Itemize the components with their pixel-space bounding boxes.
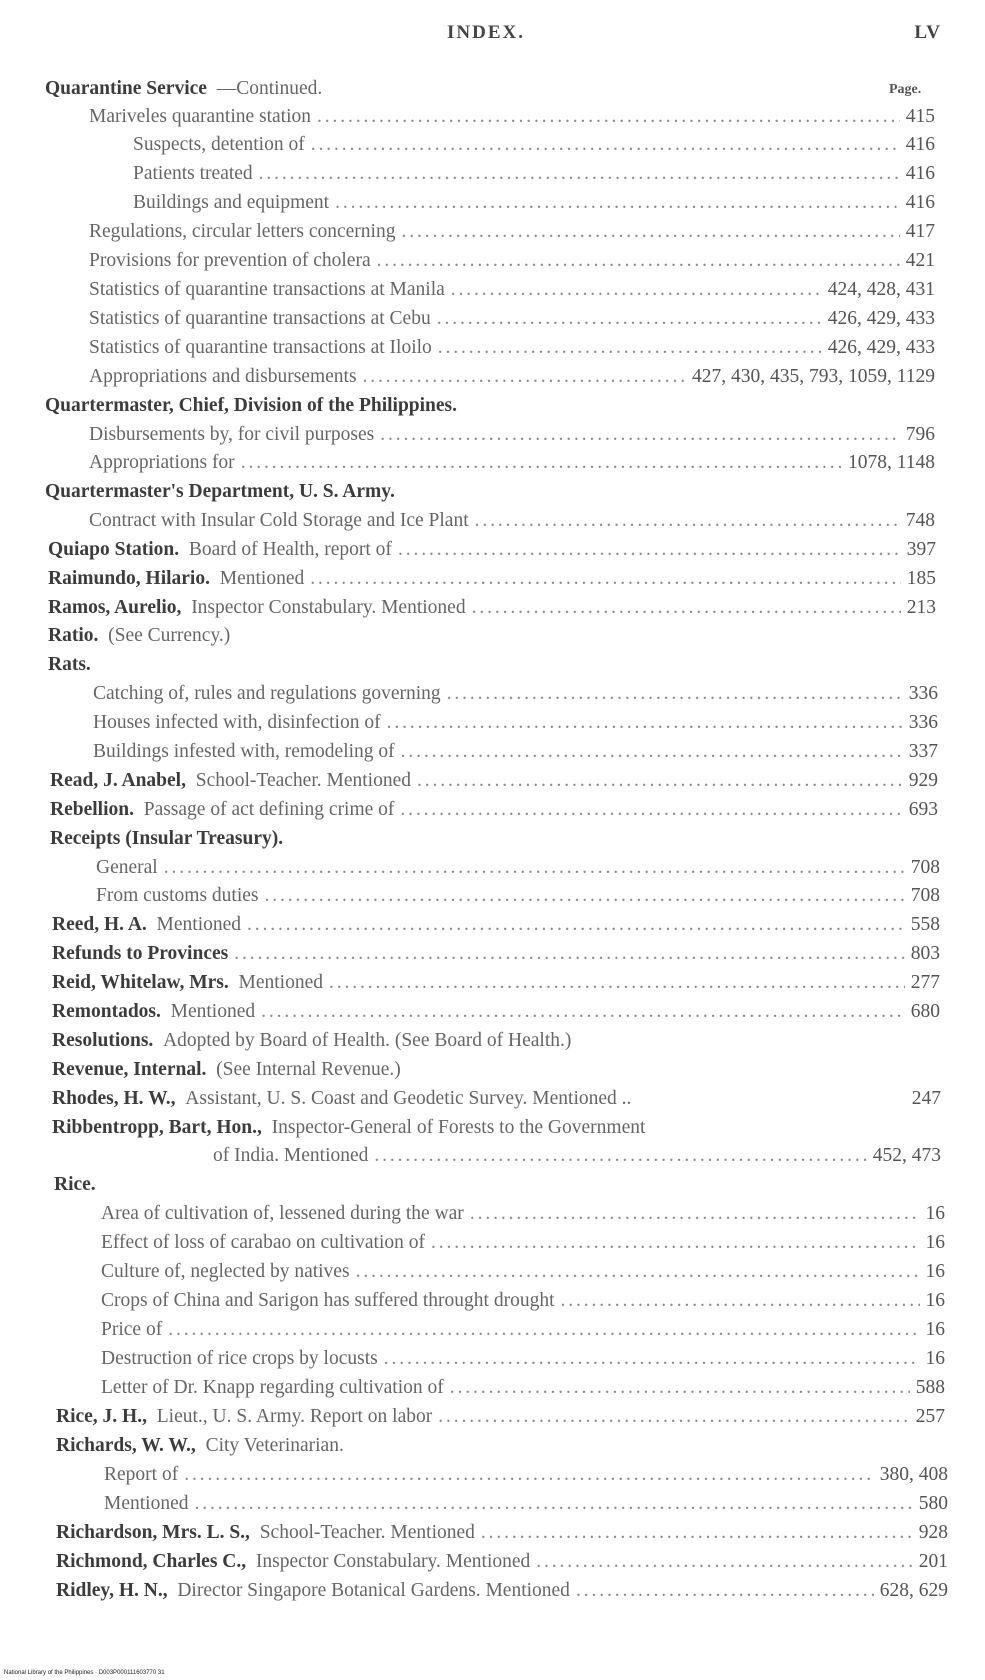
entry-text: (See Currency.): [98, 625, 231, 646]
entry-text: Crops of China and Sarigon has suffered throught drought: [101, 1290, 555, 1311]
dot-leader: [259, 160, 900, 188]
entry-text: Statistics of quarantine transactions at Iloilo: [89, 337, 432, 358]
entry-page-number: 708: [910, 857, 940, 878]
entry-text: Mentioned: [228, 972, 323, 993]
entry-heading: Quarantine Service: [45, 78, 207, 99]
index-entry: [213, 1142, 941, 1170]
entry-heading: Refunds to Provinces: [52, 943, 229, 964]
dot-leader: [380, 421, 900, 449]
entry-page-number: 380, 408: [879, 1464, 948, 1485]
index-entry: [101, 1200, 945, 1228]
entry-heading: Quartermaster's Department, U. S. Army.: [45, 481, 395, 502]
entry-page-number: 796: [905, 424, 935, 445]
index-entry: [52, 998, 940, 1026]
page-numeral: LV: [914, 22, 941, 43]
entry-page-number: 588: [915, 1377, 945, 1398]
entry-page-number: 417: [905, 221, 935, 242]
dot-leader: [384, 1345, 920, 1373]
entry-text: Report of: [104, 1464, 179, 1485]
index-entry: [133, 189, 935, 217]
entry-page-number: 213: [906, 597, 936, 618]
entry-text: Disbursements by, for civil purposes: [89, 424, 375, 445]
dot-leader: [317, 103, 900, 131]
entry-heading: Richards, W. W.,: [56, 1435, 196, 1456]
entry-text: General: [96, 857, 158, 878]
index-entry: [89, 449, 935, 477]
entry-heading: Resolutions.: [52, 1030, 154, 1051]
dot-leader: [475, 507, 900, 535]
index-entry: [93, 709, 938, 737]
entry-heading: Quiapo Station.: [48, 539, 180, 560]
entry-page-number: 336: [908, 712, 938, 733]
entry-page-number: 336: [908, 683, 938, 704]
dot-leader: [234, 940, 905, 968]
dot-leader: [400, 796, 902, 824]
index-entry: [133, 131, 935, 159]
index-entry: [50, 796, 938, 824]
entry-text: Regulations, circular letters concerning: [89, 221, 396, 242]
index-entry: [104, 1461, 948, 1489]
dot-leader: [356, 1258, 920, 1286]
entry-page-number: 415: [905, 106, 935, 127]
entry-text: Director Singapore Botanical Gardens. Mentioned: [167, 1580, 570, 1601]
entry-page-number: 426, 429, 433: [827, 308, 935, 329]
dot-leader: [472, 594, 901, 622]
dot-leader: [437, 305, 822, 333]
dot-leader: [417, 767, 903, 795]
entry-text: Board of Health, report of: [179, 539, 392, 560]
index-entry: [89, 103, 935, 131]
index-entry: [48, 651, 936, 679]
entry-page-number: 397: [906, 539, 936, 560]
entry-text: Inspector Constabulary. Mentioned: [246, 1551, 531, 1572]
entry-text: Culture of, neglected by natives: [101, 1261, 350, 1282]
dot-leader: [481, 1519, 913, 1547]
dot-leader: [335, 189, 900, 217]
dot-leader: [387, 709, 903, 737]
index-entry: [56, 1519, 948, 1547]
entry-text: Buildings infested with, remodeling of: [93, 741, 395, 762]
entry-page-number: 416: [905, 163, 935, 184]
index-entry: [89, 421, 935, 449]
entry-page-number: 16: [925, 1203, 945, 1224]
entry-text: Assistant, U. S. Coast and Geodetic Survey. Mentioned ..: [175, 1088, 632, 1109]
index-entry: [101, 1345, 945, 1373]
entry-text: Destruction of rice crops by locusts: [101, 1348, 378, 1369]
page-title: INDEX.: [447, 22, 525, 43]
entry-text: Mentioned: [104, 1493, 189, 1514]
dot-leader: [363, 363, 686, 391]
entry-heading: Rhodes, H. W.,: [52, 1088, 176, 1109]
entry-text: Appropriations and disbursements: [89, 366, 357, 387]
index-entry: [52, 969, 940, 997]
index-entry: [48, 536, 936, 564]
index-entry: [54, 1171, 945, 1199]
entry-page-number: 257: [915, 1406, 945, 1427]
entry-page-number: 680: [910, 1001, 940, 1022]
index-entry: [101, 1229, 945, 1257]
entry-text: Buildings and equipment: [133, 192, 330, 213]
index-entry: [104, 1490, 948, 1518]
index-entry: [101, 1258, 945, 1286]
index-entry: [89, 247, 935, 275]
dot-leader: [311, 131, 900, 159]
entry-heading: Rebellion.: [50, 799, 134, 820]
dot-leader: [241, 449, 842, 477]
entry-page-number: 693: [908, 799, 938, 820]
index-entry: [45, 478, 935, 506]
entry-text: Price of: [101, 1319, 163, 1340]
dot-leader: [184, 1461, 874, 1489]
entry-page-number: 16: [925, 1348, 945, 1369]
index-entry: [56, 1577, 948, 1605]
entry-text: Patients treated: [133, 163, 253, 184]
dot-leader: [374, 1142, 866, 1170]
index-entry: [48, 622, 936, 650]
index-entry: [50, 767, 938, 795]
entry-page-number: 424, 428, 431: [827, 279, 935, 300]
dot-leader: [450, 1374, 910, 1402]
entry-heading: Read, J. Anabel,: [50, 770, 186, 791]
dot-leader: [431, 1229, 920, 1257]
dot-leader: [447, 680, 903, 708]
entry-page-number: 580: [918, 1493, 948, 1514]
dot-leader: [247, 911, 905, 939]
dot-leader: [164, 854, 905, 882]
entry-heading: Reed, H. A.: [52, 914, 147, 935]
entry-page-number: 803: [910, 943, 940, 964]
entry-text: Statistics of quarantine transactions at Manila: [89, 279, 445, 300]
entry-heading: Rice, J. H.,: [56, 1406, 147, 1427]
entry-heading: Richardson, Mrs. L. S.,: [56, 1522, 250, 1543]
entry-text: Adopted by Board of Health. (See Board of Health.): [153, 1030, 572, 1051]
entry-text: Lieut., U. S. Army. Report on labor: [146, 1406, 433, 1427]
entry-heading: Ridley, H. N.,: [56, 1580, 168, 1601]
entry-text: (See Internal Revenue.): [206, 1059, 401, 1080]
entry-page-number: 16: [925, 1232, 945, 1253]
entry-text: Inspector-General of Forests to the Government: [261, 1117, 646, 1138]
index-entry: [45, 392, 935, 420]
entry-text: Provisions for prevention of cholera: [89, 250, 371, 271]
index-entry: [89, 276, 935, 304]
dot-leader: [451, 276, 822, 304]
entry-heading: Richmond, Charles C.,: [56, 1551, 247, 1572]
index-entry: [56, 1548, 948, 1576]
index-entry: [52, 1114, 941, 1142]
entry-page-number: 16: [925, 1261, 945, 1282]
entry-page-number: 1078, 1148: [847, 452, 935, 473]
entry-text: From customs duties: [96, 885, 259, 906]
index-entry: [93, 738, 938, 766]
index-entry: [52, 1085, 941, 1113]
entry-heading: Ribbentropp, Bart, Hon.,: [52, 1117, 262, 1138]
entry-page-number: 558: [910, 914, 940, 935]
entry-heading: Quartermaster, Chief, Division of the Philippines.: [45, 395, 458, 416]
index-entry: [89, 334, 935, 362]
entry-text: School-Teacher. Mentioned: [185, 770, 411, 791]
entry-page-number: 929: [908, 770, 938, 791]
entry-heading: Rice.: [54, 1174, 96, 1195]
entry-text: Area of cultivation of, lessened during the war: [101, 1203, 464, 1224]
entry-page-number: 16: [925, 1290, 945, 1311]
dot-leader: [398, 536, 901, 564]
entry-page-number: 748: [905, 510, 935, 531]
entry-text: of India. Mentioned: [213, 1145, 369, 1166]
dot-leader: [470, 1200, 920, 1228]
entry-text: Suspects, detention of: [133, 134, 305, 155]
entry-text: Mentioned: [209, 568, 305, 589]
index-entry: [133, 160, 935, 188]
entry-page-number: 426, 429, 433: [827, 337, 935, 358]
index-entry: [50, 825, 938, 853]
entry-page-number: 427, 430, 435, 793, 1059, 1129: [691, 366, 935, 387]
index-entry: [52, 911, 940, 939]
index-entry: [48, 565, 936, 593]
dot-leader: [438, 1403, 910, 1431]
entry-text: Letter of Dr. Knapp regarding cultivation of: [101, 1377, 444, 1398]
entry-text: Inspector Constabulary. Mentioned: [181, 597, 466, 618]
entry-page-number: 277: [910, 972, 940, 993]
index-entry: [96, 854, 940, 882]
dot-leader: [401, 218, 899, 246]
index-entry: [45, 75, 935, 103]
index-entry: [96, 882, 940, 910]
entry-heading: Ratio.: [48, 625, 99, 646]
entry-heading: Reid, Whitelaw, Mrs.: [52, 972, 229, 993]
entry-heading: Remontados.: [52, 1001, 161, 1022]
index-entry: [52, 1027, 940, 1055]
index-entry: [93, 680, 938, 708]
entry-page-number: 928: [918, 1522, 948, 1543]
dot-leader: [576, 1577, 874, 1605]
dot-leader: [194, 1490, 912, 1518]
entry-text: Mentioned: [146, 914, 242, 935]
entry-page-number: 416: [905, 134, 935, 155]
index-entry: [101, 1287, 945, 1315]
entry-text: Houses infected with, disinfection of: [93, 712, 381, 733]
entry-text: Mariveles quarantine station: [89, 106, 312, 127]
index-entry: [52, 940, 940, 968]
entry-page-number: 185: [906, 568, 936, 589]
index-entry: [56, 1432, 945, 1460]
entry-heading: Rats.: [48, 654, 91, 675]
entry-page-number: 452, 473: [872, 1145, 941, 1166]
dot-leader: [401, 738, 903, 766]
dot-leader: [329, 969, 905, 997]
entry-page-number: 247: [911, 1088, 941, 1109]
entry-page-number: 708: [910, 885, 940, 906]
entry-heading: Ramos, Aurelio,: [48, 597, 182, 618]
entry-text: Catching of, rules and regulations governing: [93, 683, 441, 704]
entry-page-number: 16: [925, 1319, 945, 1340]
entry-page-number: 421: [905, 250, 935, 271]
dot-leader: [438, 334, 822, 362]
index-entry: [89, 218, 935, 246]
dot-leader: [561, 1287, 920, 1315]
index-entry: [101, 1316, 945, 1344]
entry-text: —Continued.: [206, 78, 323, 99]
entry-page-number: 201: [918, 1551, 948, 1572]
index-entry: [89, 305, 935, 333]
entry-text: City Veterinarian.: [195, 1435, 344, 1456]
entry-heading: Revenue, Internal.: [52, 1059, 207, 1080]
index-entry: [56, 1403, 945, 1431]
entry-text: Statistics of quarantine transactions at Cebu: [89, 308, 431, 329]
entry-heading: Receipts (Insular Treasury).: [50, 828, 284, 849]
index-entry: [52, 1056, 940, 1084]
dot-leader: [168, 1316, 919, 1344]
footer-credit: National Library of the Philippines · D003P000111603770 31: [4, 1670, 165, 1676]
index-entry: [89, 363, 935, 391]
page-column-label: Page.: [889, 82, 922, 97]
dot-leader: [536, 1548, 912, 1576]
entry-heading: Raimundo, Hilario.: [48, 568, 210, 589]
dot-leader: [265, 882, 905, 910]
index-entry: [101, 1374, 945, 1402]
entry-text: Mentioned: [160, 1001, 256, 1022]
entry-text: Effect of loss of carabao on cultivation of: [101, 1232, 425, 1253]
entry-text: Contract with Insular Cold Storage and Ice Plant: [89, 510, 469, 531]
dot-leader: [377, 247, 900, 275]
dot-leader: [310, 565, 901, 593]
index-entry: [48, 594, 936, 622]
entry-page-number: 416: [905, 192, 935, 213]
page-header: [0, 22, 985, 52]
entry-page-number: 337: [908, 741, 938, 762]
entry-text: Appropriations for: [89, 452, 235, 473]
entry-text: School-Teacher. Mentioned: [249, 1522, 475, 1543]
entry-text: Passage of act defining crime of: [133, 799, 395, 820]
index-entry: [89, 507, 935, 535]
entry-page-number: 628, 629: [879, 1580, 948, 1601]
dot-leader: [261, 998, 905, 1026]
